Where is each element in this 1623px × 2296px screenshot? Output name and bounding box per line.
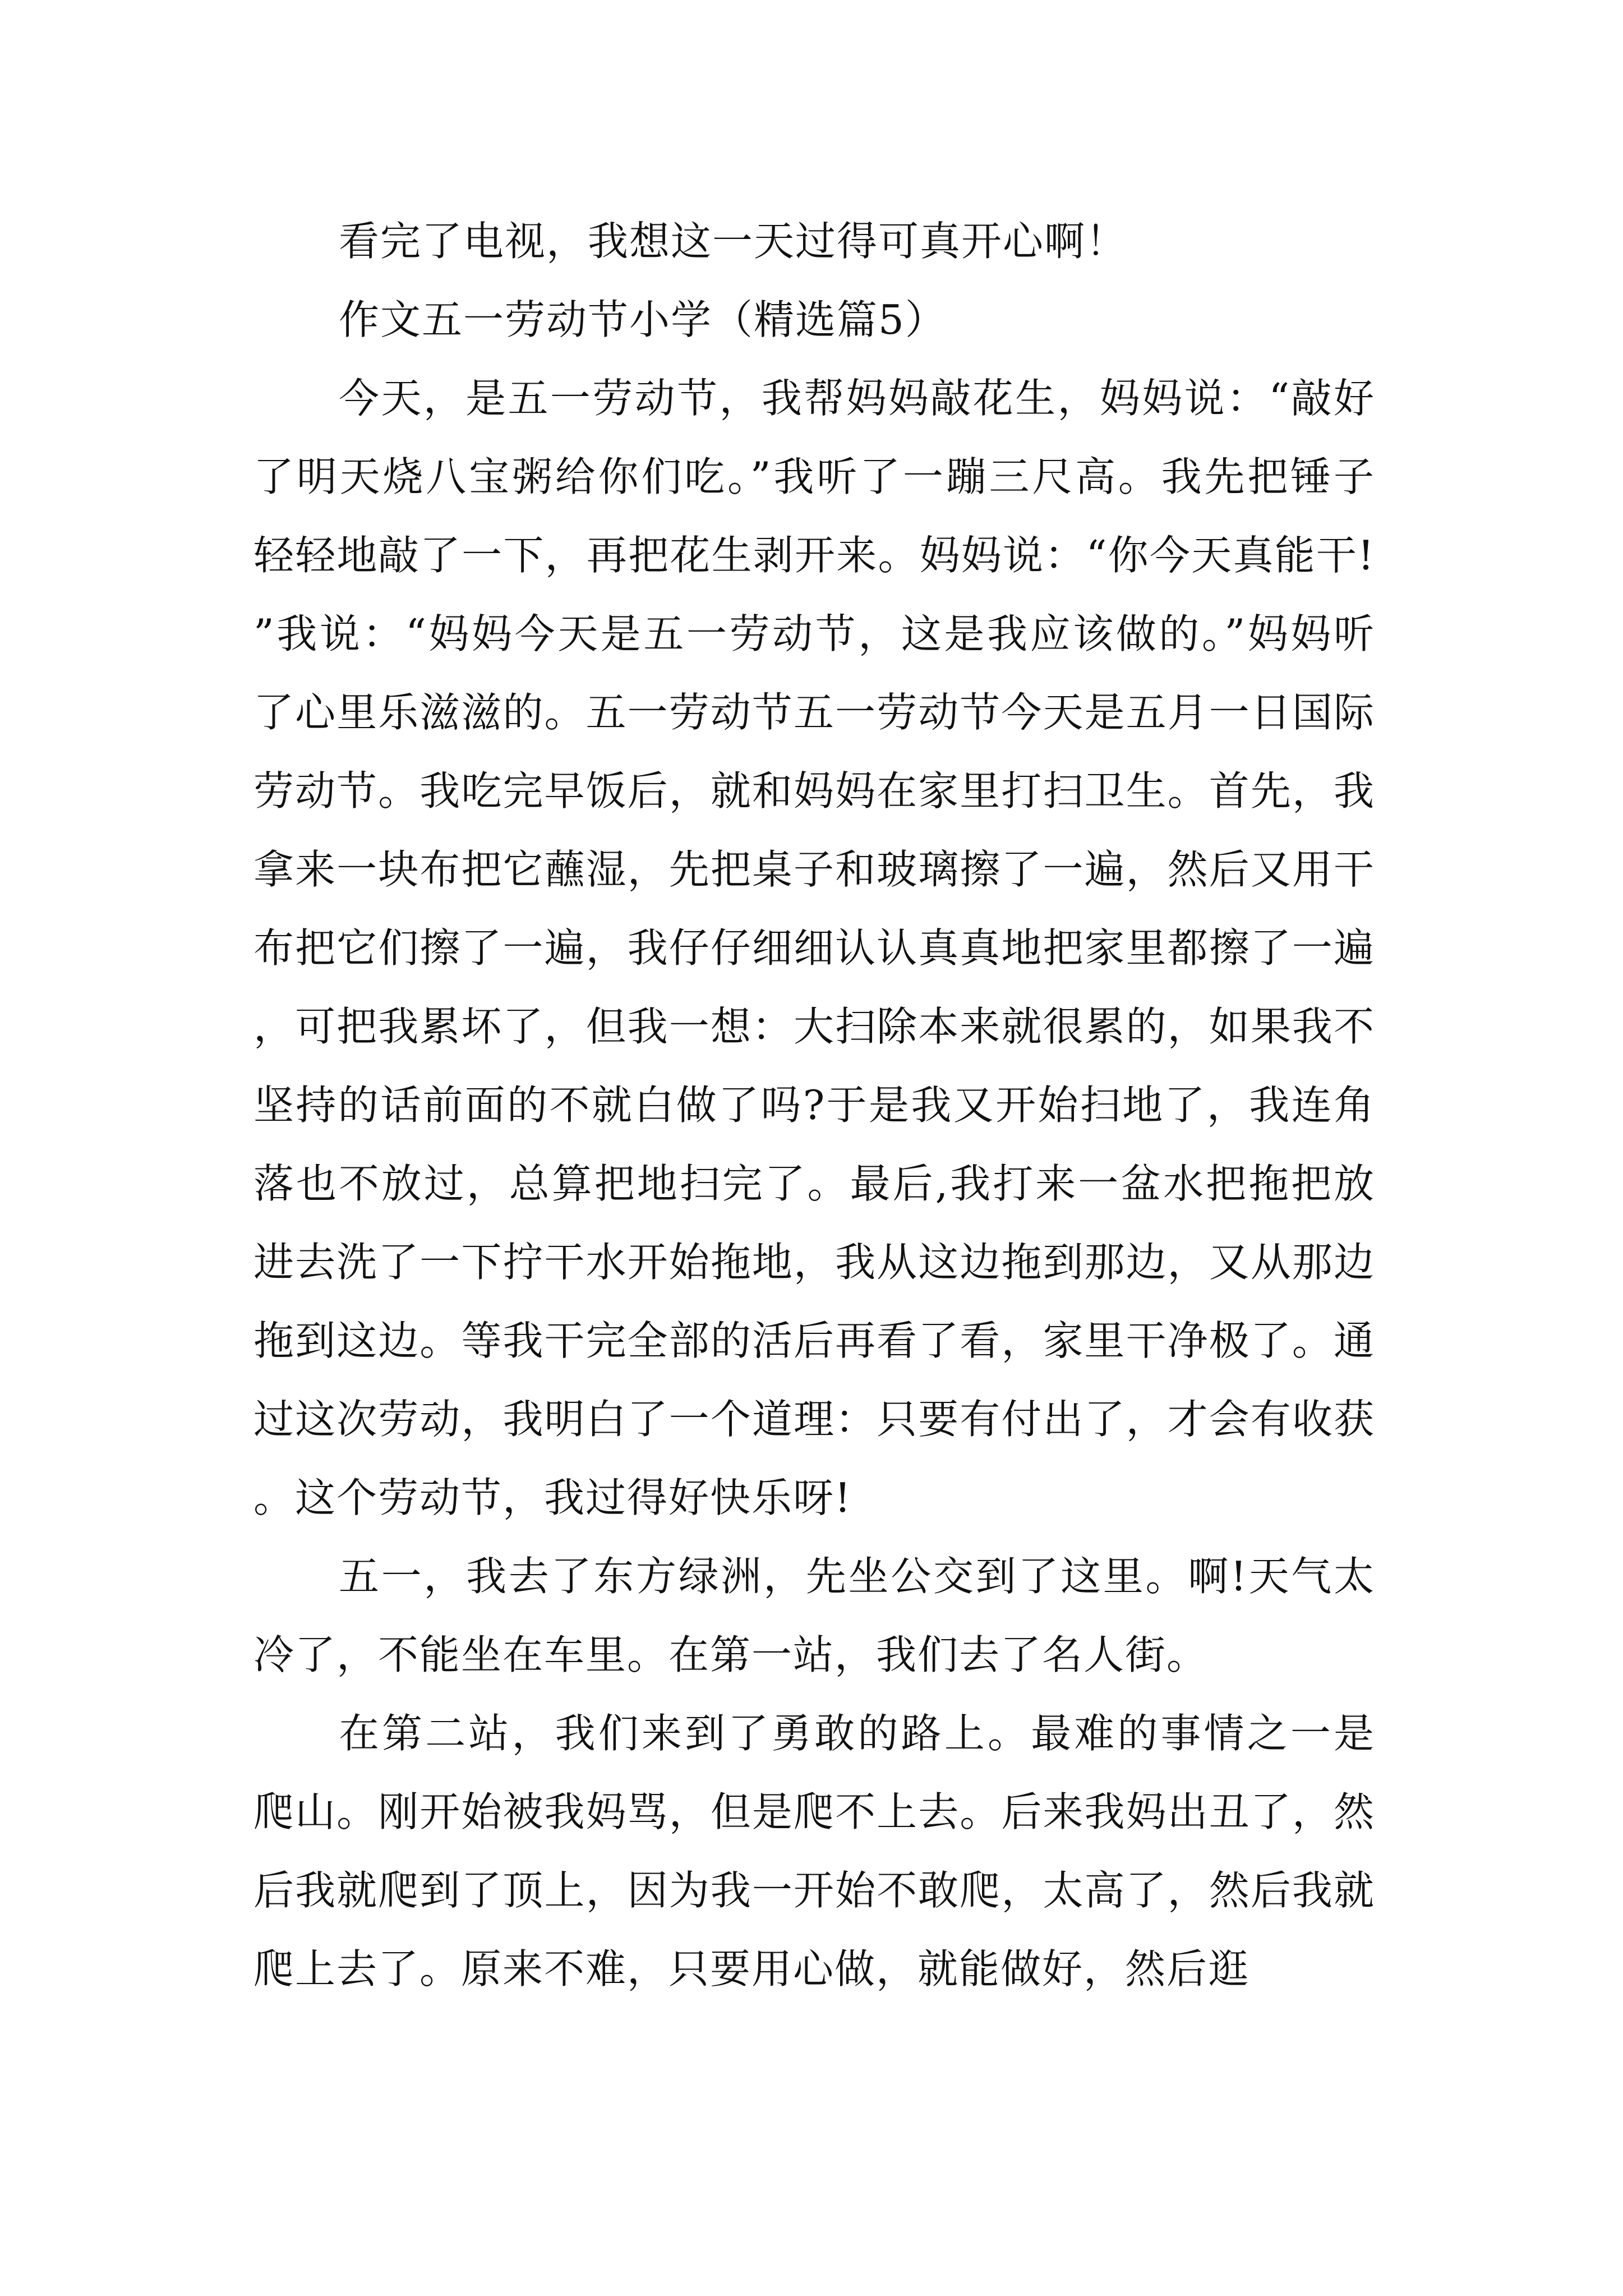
paragraph-second-stop: 在第二站，我们来到了勇敢的路上。最难的事情之一是爬山。刚开始被我妈骂，但是爬不上去。后来我妈出丑了，然后我就爬到了顶上，因为我一开始不敢爬，太高了，然后我就爬上去了。原来不难，只要用心做，就能做好，然后逛	[253, 1710, 1375, 1993]
paragraph-labor-day: 今天，是五一劳动节，我帮妈妈敲花生，妈妈说：“敲好了明天烧八宝粥给你们吃。”我听了一蹦三尺高。我先把锤子轻轻地敲了一下，再把花生剥开来。妈妈说：“你今天真能干!”我说：“妈妈今天是五一劳动节，这是我应该做的。”妈妈听了心里乐滋滋的。五一劳动节五一劳动节今天是五月一日国际劳动节。我吃完早饭后，就和妈妈在家里打扫卫生。首先，我拿来一块布把它蘸湿，先把桌子和玻璃擦了一遍，然后又用干布把它们擦了一遍，我仔仔细细认认真真地把家里都擦了一遍，可把我累坏了，但我一想：大扫除本来就很累的，如果我不坚持的话前面的不就白做了吗?于是我又开始扫地了，我连角落也不放过，总算把地扫完了。最后,我打来一盆水把拖把放进去洗了一下拧干水开始拖地，我从这边拖到那边，又从那边拖到这边。等我干完全部的活后再看了看，家里干净极了。通过这次劳动，我明白了一个道理：只要有付出了，才会有收获。这个劳动节，我过得好快乐呀!	[253, 375, 1375, 1521]
document-body	[253, 202, 1375, 2008]
paragraph-oasis-trip: 五一，我去了东方绿洲，先坐公交到了这里。啊!天气太冷了，不能坐在车里。在第一站，我们去了名人街。	[253, 1553, 1375, 1678]
section-heading: 作文五一劳动节小学（精选篇5）	[339, 296, 947, 343]
paragraph-closing-line: 看完了电视，我想这一天过得可真开心啊！	[339, 218, 1128, 265]
